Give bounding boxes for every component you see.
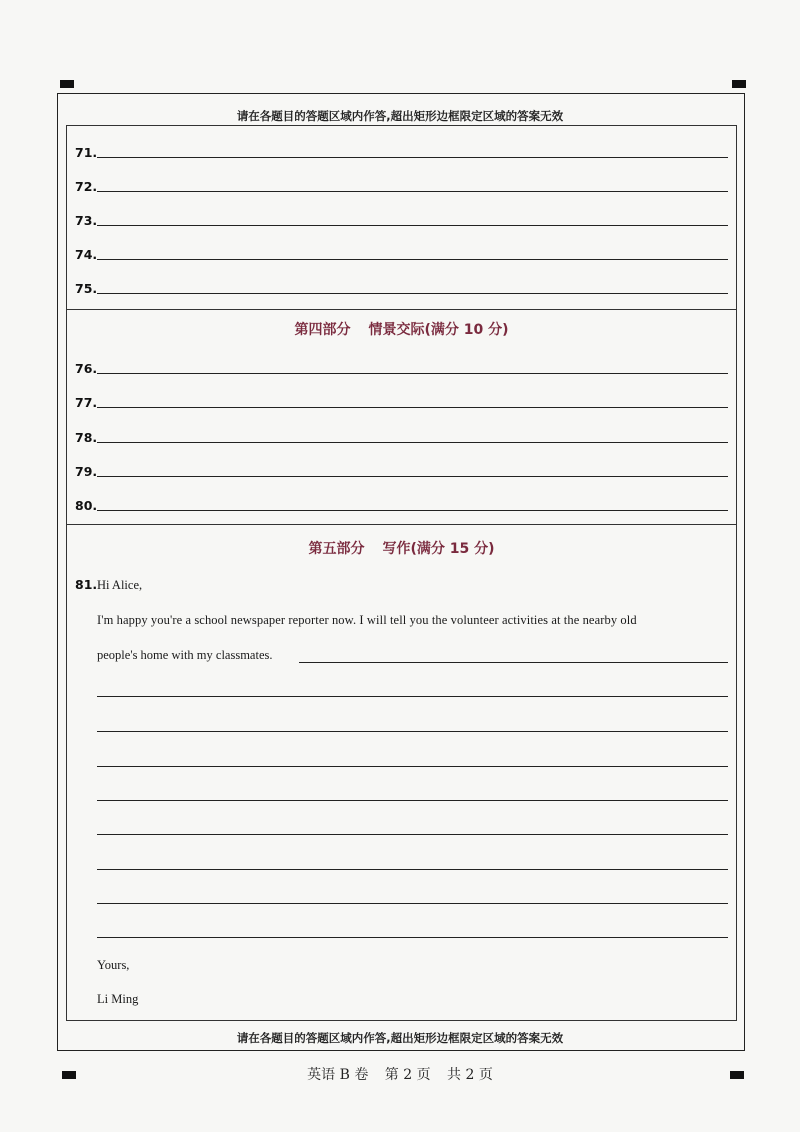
answer-row[interactable]	[75, 358, 728, 376]
answer-row[interactable]	[75, 392, 728, 410]
question-number: 71.	[75, 145, 98, 160]
letter-closing: Yours,	[97, 958, 130, 972]
answer-row[interactable]	[75, 176, 728, 194]
letter-signature: Li Ming	[97, 992, 139, 1006]
answer-row[interactable]	[75, 278, 728, 296]
writing-line[interactable]	[97, 731, 728, 732]
answer-row[interactable]	[75, 427, 728, 445]
writing-line[interactable]	[299, 662, 728, 663]
writing-line[interactable]	[97, 766, 728, 767]
question-number: 73.	[75, 213, 98, 228]
writing-line[interactable]	[97, 903, 728, 904]
section-divider	[67, 309, 736, 310]
question-number: 77.	[75, 395, 98, 410]
question-number: 80.	[75, 498, 98, 513]
answer-area	[66, 125, 737, 1021]
section-five-title: 第五部分 写作(满分 15 分)	[308, 541, 495, 557]
letter-greeting: Hi Alice,	[97, 578, 143, 592]
footer-total: 共 2 页	[447, 1067, 493, 1083]
registration-mark-top-right	[732, 80, 746, 88]
letter-opening-line: I'm happy you're a school newspaper reporter now. I will tell you the volunteer activities at the nearby old	[97, 613, 637, 627]
notice-top: 请在各题目的答题区域内作答,超出矩形边框限定区域的答案无效	[236, 109, 564, 123]
writing-line[interactable]	[97, 937, 728, 938]
answer-row[interactable]	[75, 142, 728, 160]
footer-subject: 英语 B 卷	[307, 1067, 369, 1083]
question-number: 76.	[75, 361, 98, 376]
answer-row[interactable]	[75, 210, 728, 228]
letter-second-line: people's home with my classmates.	[97, 648, 273, 662]
footer-page: 第 2 页	[384, 1067, 431, 1083]
answer-row[interactable]	[75, 461, 728, 479]
section-four-title: 第四部分 情景交际(满分 10 分)	[294, 322, 509, 338]
answer-row[interactable]	[75, 495, 728, 513]
question-number: 74.	[75, 247, 98, 262]
answer-row[interactable]	[75, 244, 728, 262]
writing-line[interactable]	[97, 869, 728, 870]
question-number: 81.	[75, 577, 98, 592]
registration-mark-top-left	[60, 80, 74, 88]
writing-line[interactable]	[97, 834, 728, 835]
notice-bottom: 请在各题目的答题区域内作答,超出矩形边框限定区域的答案无效	[236, 1031, 564, 1045]
question-number: 72.	[75, 179, 98, 194]
question-number: 79.	[75, 464, 98, 479]
writing-line[interactable]	[97, 800, 728, 801]
writing-line[interactable]	[97, 696, 728, 697]
question-number: 75.	[75, 281, 98, 296]
page-footer	[0, 1064, 800, 1084]
section-divider	[67, 524, 736, 525]
question-number: 78.	[75, 430, 98, 445]
